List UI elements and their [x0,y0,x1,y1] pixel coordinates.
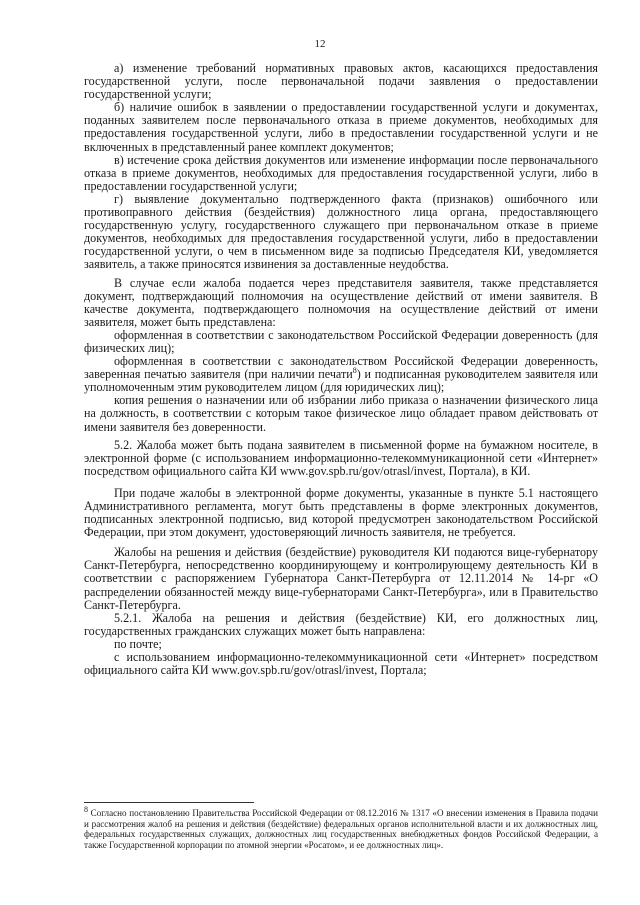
paragraph-by-mail: по почте; [114,636,162,651]
main-text [84,62,598,677]
paragraph-b: б) наличие ошибок в заявлении о предоставлении государственной услуги и документах, поданных заявителем после первоначального отказа в приеме документов, необходимых для предоставления государственной услуги, либо в предоставлении государственной услуги и не включенных в представленный ранее комплект документов; [84,100,598,154]
footnote-text: Согласно постановлению Правительства Российской Федерации от 08.12.2016 № 1317 «О внесении изменения в Правила подачи и рассмотрения жалоб на решения и действия (бездействие) федеральных органов исполнительной власти и их должностных лиц, федеральных государственных служащих, должностных лиц государственных внебюджетных фондов Российской Федерации, а также Государственной корпорации по атомной энергии «Росатом», и ее должностных лиц». [84,808,598,850]
paragraph-electronic-form: При подаче жалобы в электронной форме документы, указанные в пункте 5.1 настоящего Административного регламента, могут быть представлены в форме электронных документов, подписанных электронной подписью, вид которой предусмотрен законодательством Российской Федерации, при этом документ, удостоверяющий личность заявителя, не требуется. [84,485,598,540]
seal-text-end: ) и подписанная руководителем заявителя или уполномоченным этим руководителем лицом (для юридических лиц); [84,367,598,395]
page-number: 12 [314,38,326,50]
footnote-reference: 8 [352,366,357,376]
paragraph-5-2-1: 5.2.1. Жалоба на решения и действия (бездействие) КИ, его должностных лиц, государственных гражданских служащих может быть направлена: [84,610,598,638]
footnote [84,804,598,850]
paragraph-g: г) выявление документально подтвержденного факта (признаков) ошибочного или противоправного действия (бездействия) должностного лица органа, предоставляющего государственную услугу, государственного служащего при первоначальном отказе в приеме документов, необходимых для предоставления государственной услуги, либо в предоставлении государственной услуги, о чем в письменном виде за подписью Председателя КИ, уведомляется заявитель, а также приносятся извинения за доставленные неудобства. [84,191,598,272]
paragraph-internet: с использованием информационно-телекоммуникационной сети «Интернет» посредством официального сайта КИ www.gov.spb.ru/gov/otrasl/invest, Портала; [84,650,598,678]
seal-text-start: оформленная в соответствии с законодательством Российской Федерации доверенность, заверенная печатью заявителя (при наличии печати [84,354,598,382]
paragraph-power-of-attorney-legal [84,355,598,394]
paragraph-head-complaints: Жалобы на решения и действия (бездействие) руководителя КИ подаются вице-губернатору Санкт-Петербурга, непосредственно координирующему и контролирующему деятельность КИ в соответствии с распоряжением Губернатора Санкт-Петербурга от 12.11.2014 № 14-рг «О распределении обязанностей между вице-губернаторами Санкт-Петербурга», или в Правительство Санкт-Петербурга. [84,545,598,612]
paragraph-power-of-attorney-individuals: оформленная в соответствии с законодательством Российской Федерации доверенность (для физических лиц); [84,327,598,355]
paragraph-appointment-copy: копия решения о назначении или об избрании либо приказа о назначении физического лица на должность, в соответствии с которым такое физическое лицо обладает правом действовать от имени заявителя без доверенности. [84,393,598,434]
footnote-divider [84,802,254,803]
paragraph-5-2: 5.2. Жалоба может быть подана заявителем в письменной форме на бумажном носителе, в электронной форме (с использованием информационно-телекоммуникационной сети «Интернет» посредством официального сайта КИ www.gov.spb.ru/gov/otrasl/invest, Портала), в КИ. [84,437,598,478]
paragraph-a: а) изменение требований нормативных правовых актов, касающихся предоставления государственной услуги, после первоначальной подачи заявления о предоставлении государственной услуги; [84,61,598,102]
paragraph-v: в) истечение срока действия документов или изменение информации после первоначального отказа в приеме документов, необходимых для предоставления государственной услуги, либо в предоставлении государственной услуги; [84,152,598,193]
paragraph-representative: В случае если жалоба подается через представителя заявителя, также представляется документ, подтверждающий полномочия на осуществление действий от имени заявителя. В качестве документа, подтверждающего полномочия на осуществление действий от имени заявителя, может быть представлена: [84,275,598,329]
footnote-mark: 8 [84,804,88,814]
